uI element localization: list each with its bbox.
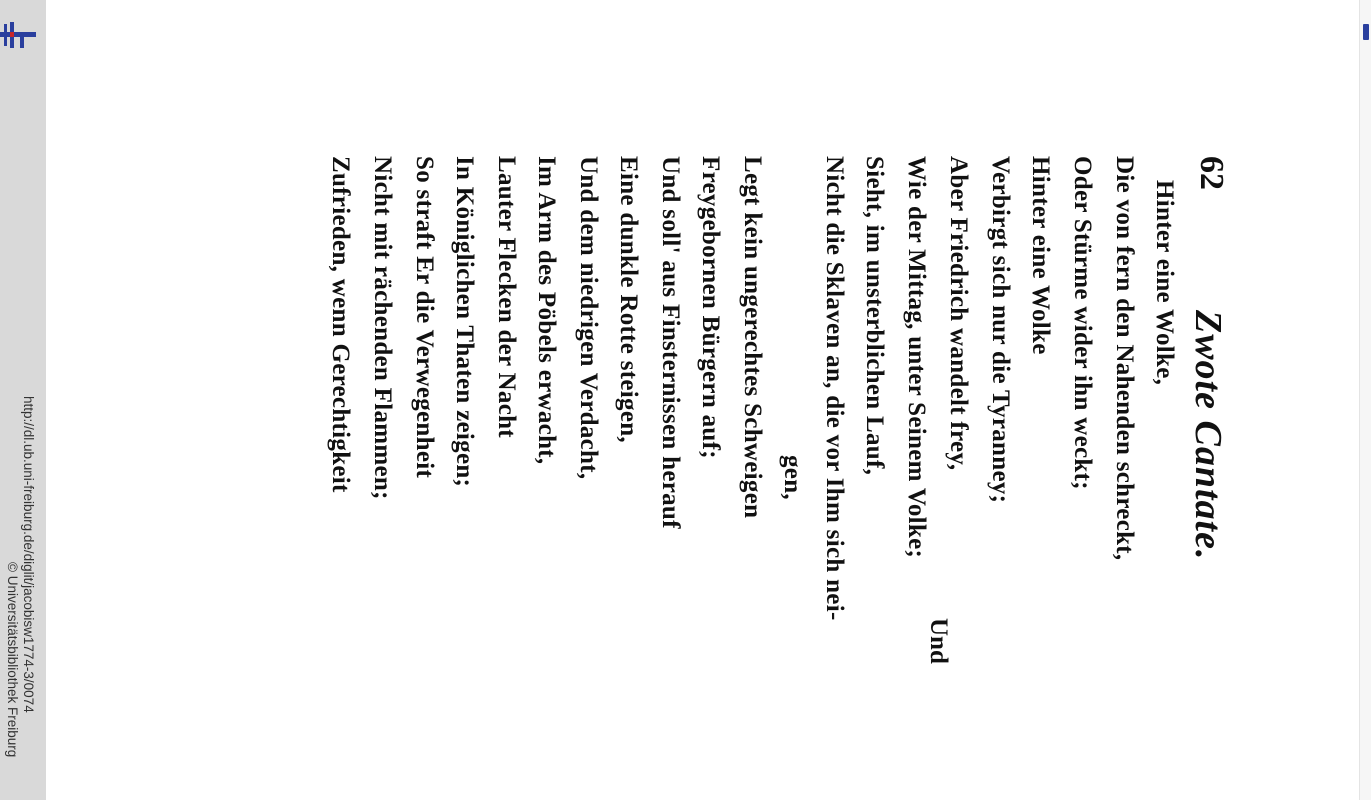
right-edge-strip [1359,0,1371,800]
poem-line: Aber Friedrich wandelt frey, [945,156,972,471]
university-logo-icon [0,22,36,48]
copyright-label: © Universitätsbibliothek Freiburg [5,562,20,758]
poem-line: Oder Stürme wider ihn weckt; [1069,156,1096,490]
catchword: Und [925,618,952,664]
poem-line: Hinter eine Wolke, [1151,180,1178,386]
poem-line: Im Arm des Pöbels erwacht, [533,156,560,465]
poem-line: Lauter Flecken der Nacht [493,156,520,438]
poem-line: Sieht, im unsterblichen Lauf, [861,156,888,476]
poem-line: Und soll' aus Finsternissen herauf [657,156,684,529]
poem-line: Legt kein ungerechtes Schweigen [739,156,766,519]
poem-line: Hinter eine Wolke [1027,156,1054,355]
scanned-page [300,0,1250,800]
right-marker-icon [1363,24,1369,40]
page-number: 62 [1193,156,1230,190]
poem-line: Freygebornen Bürgern auf; [697,156,724,459]
source-url-label[interactable]: http://dl.ub.uni-freiburg.de/diglit/jacobisw1774-3/0074 [21,396,36,713]
running-head: Zwote Cantate. [1187,310,1229,561]
poem-line: In Königlichen Thaten zeigen; [451,156,478,488]
poem-line: Verbirgt sich nur die Tyranney; [987,156,1014,504]
viewer-sidebar [0,0,46,800]
poem-line: Wie der Mittag, unter Seinem Volke; [903,156,930,559]
poem-line: gen, [779,455,806,500]
poem-line: Nicht mit rächenden Flammen; [369,156,396,500]
poem-line: Die von fern den Nahenden schreckt, [1111,156,1138,561]
poem-line: Zufrieden, wenn Gerechtigkeit [327,156,354,493]
poem-line: Nicht die Sklaven an, die vor Ihm sich nei- [821,156,848,621]
poem-line: Und dem niedrigen Verdacht, [575,156,602,480]
poem-line: So straft Er die Verwegenheit [411,156,438,479]
poem-line: Eine dunkle Rotte steigen, [615,156,642,443]
